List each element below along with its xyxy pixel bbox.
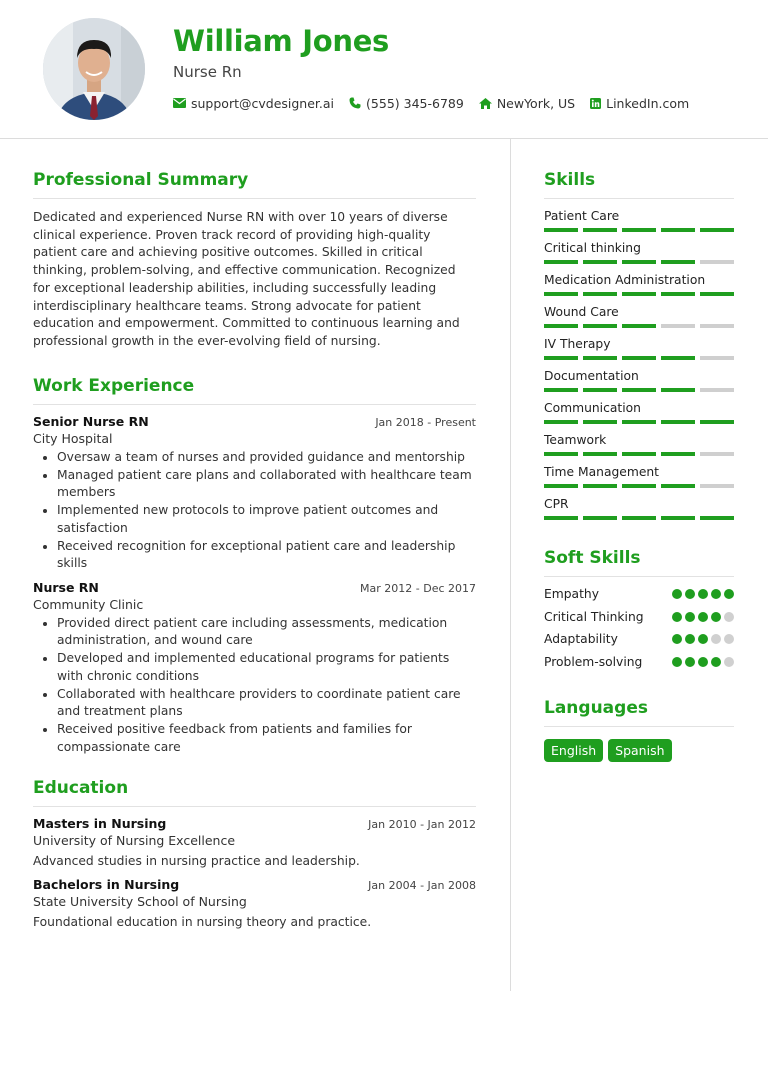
candidate-name: William Jones [173, 24, 390, 58]
languages-heading: Languages [544, 698, 734, 727]
skill-level-segment [622, 324, 656, 328]
location-text: NewYork, US [496, 95, 576, 111]
candidate-title: Nurse Rn [173, 63, 242, 81]
skill-level-segment [700, 324, 734, 328]
phone-text: (555) 345-6789 [366, 95, 464, 111]
skill-item [544, 239, 734, 271]
list-item: • Provided direct patient care including assessments, medication administration, and wound care [57, 615, 476, 650]
rating-dot [685, 589, 695, 599]
skill-level-bar [544, 450, 734, 463]
contact-linkedin[interactable] [590, 96, 689, 111]
skill-name: Wound Care [544, 305, 619, 319]
resume-header [0, 0, 768, 139]
skill-level-bar [544, 226, 734, 239]
languages-list [544, 739, 734, 762]
skill-item [544, 431, 734, 463]
rating-dot [711, 634, 721, 644]
education-entry [33, 816, 476, 868]
skill-level-segment [544, 292, 578, 296]
skill-level-segment [622, 228, 656, 232]
skill-level-segment [583, 452, 617, 456]
skill-level-segment [622, 260, 656, 264]
skill-level-segment [544, 228, 578, 232]
skill-name: Patient Care [544, 209, 620, 223]
job-organization: City Hospital [33, 430, 113, 446]
skill-level-segment [661, 324, 695, 328]
rating-dot [672, 589, 682, 599]
rating-dot [724, 589, 734, 599]
soft-skill-rating [669, 612, 734, 622]
rating-dot [724, 612, 734, 622]
skill-name: Critical thinking [544, 241, 641, 255]
skill-level-bar [544, 354, 734, 367]
skill-level-segment [583, 292, 617, 296]
skill-name: Communication [544, 401, 641, 415]
education-description: Foundational education in nursing theory and practice. [33, 915, 372, 930]
soft-skill-name: Critical Thinking [544, 609, 644, 624]
list-item: • Received positive feedback from patients and families for compassionate care [57, 721, 476, 756]
skill-level-segment [700, 260, 734, 264]
soft-skill-item [544, 628, 734, 651]
skill-level-segment [583, 388, 617, 392]
skill-level-segment [661, 516, 695, 520]
skill-item [544, 271, 734, 303]
contact-email[interactable] [173, 96, 334, 111]
soft-skill-name: Adaptability [544, 632, 618, 647]
job-entry [33, 580, 476, 757]
job-bullets [33, 615, 476, 757]
contact-phone[interactable] [349, 96, 464, 111]
summary-text: Dedicated and experienced Nurse RN with over 10 years of diverse clinical experience. Proven track record of providing high-quality patient care and achieving positive outcomes. Skilled in critical thinking, problem-solving, and effective communication. Recognized for exceptional leadership abilities, including successfully leading interdisciplinary healthcare teams. Strong advocate for patient education and empowerment. Committed to continuous learning and professional growth in the ever-evolving field of nursing. [33, 210, 460, 348]
rating-dot [698, 657, 708, 667]
skill-name: CPR [544, 497, 569, 511]
soft-skills-list [544, 583, 734, 673]
skill-level-segment [661, 388, 695, 392]
education-dates: Jan 2004 - Jan 2008 [368, 879, 476, 893]
rating-dot [724, 657, 734, 667]
list-item: • Managed patient care plans and collaborated with healthcare team members [57, 467, 476, 502]
skills-heading: Skills [544, 170, 734, 199]
skill-level-segment [622, 292, 656, 296]
skill-level-bar [544, 514, 734, 527]
skill-level-segment [583, 484, 617, 488]
skill-level-segment [700, 228, 734, 232]
summary-heading: Professional Summary [33, 170, 476, 199]
skill-level-segment [622, 484, 656, 488]
linkedin-icon [590, 98, 601, 109]
job-dates: Jan 2018 - Present [375, 415, 476, 429]
list-item: • Implemented new protocols to improve patient outcomes and satisfaction [57, 502, 476, 537]
education-school: State University School of Nursing [33, 894, 247, 910]
linkedin-text: LinkedIn.com [606, 95, 690, 111]
skill-level-segment [700, 516, 734, 520]
skill-level-bar [544, 258, 734, 271]
education-description: Advanced studies in nursing practice and leadership. [33, 854, 360, 869]
soft-skill-rating [669, 589, 734, 599]
education-degree: Bachelors in Nursing [33, 877, 180, 893]
skill-level-segment [583, 260, 617, 264]
list-item: • Developed and implemented educational programs for patients with chronic conditions [57, 650, 476, 685]
skill-item [544, 367, 734, 399]
soft-skill-name: Empathy [544, 587, 599, 602]
skill-level-segment [583, 420, 617, 424]
sidebar-column [544, 170, 734, 762]
soft-skill-item [544, 583, 734, 606]
skill-level-segment [622, 388, 656, 392]
skill-level-segment [583, 228, 617, 232]
soft-skill-item [544, 606, 734, 629]
envelope-icon [173, 98, 186, 108]
rating-dot [672, 634, 682, 644]
rating-dot [672, 612, 682, 622]
skill-level-segment [544, 452, 578, 456]
skill-level-segment [700, 388, 734, 392]
experience-heading: Work Experience [33, 376, 476, 405]
email-text: support@cvdesigner.ai [191, 95, 335, 111]
skill-name: Documentation [544, 369, 639, 383]
skill-item [544, 303, 734, 335]
skill-name: Teamwork [544, 433, 607, 447]
skill-level-segment [700, 292, 734, 296]
rating-dot [698, 612, 708, 622]
skills-list [544, 207, 734, 527]
education-heading: Education [33, 778, 476, 807]
list-item: • Collaborated with healthcare providers to coordinate patient care and treatment plans [57, 686, 476, 721]
contact-bar [173, 94, 704, 112]
list-item: • Received recognition for exceptional patient care and leadership skills [57, 538, 476, 573]
skill-level-segment [622, 452, 656, 456]
contact-location [479, 96, 575, 111]
skill-level-segment [700, 452, 734, 456]
rating-dot [724, 634, 734, 644]
skill-level-segment [544, 516, 578, 520]
skill-level-bar [544, 418, 734, 431]
job-bullets [33, 449, 476, 573]
skill-level-segment [583, 324, 617, 328]
soft-skill-item [544, 651, 734, 674]
main-column [33, 170, 476, 929]
home-icon [479, 98, 492, 109]
skill-level-segment [544, 324, 578, 328]
skill-level-bar [544, 322, 734, 335]
skill-level-segment [544, 388, 578, 392]
skill-level-segment [544, 484, 578, 488]
profile-photo [43, 18, 145, 120]
rating-dot [685, 612, 695, 622]
rating-dot [711, 612, 721, 622]
soft-skill-name: Problem-solving [544, 654, 643, 669]
skill-level-segment [700, 484, 734, 488]
rating-dot [711, 657, 721, 667]
phone-icon [349, 97, 361, 109]
rating-dot [685, 657, 695, 667]
skill-level-segment [544, 420, 578, 424]
education-dates: Jan 2010 - Jan 2012 [368, 818, 476, 832]
column-divider [510, 139, 511, 991]
skill-item [544, 207, 734, 239]
skill-level-bar [544, 482, 734, 495]
skill-level-segment [661, 260, 695, 264]
soft-skills-heading: Soft Skills [544, 548, 734, 577]
education-entry [33, 877, 476, 929]
rating-dot [711, 589, 721, 599]
skill-level-segment [700, 420, 734, 424]
skill-level-segment [544, 260, 578, 264]
skill-level-segment [661, 452, 695, 456]
skill-name: Medication Administration [544, 273, 706, 287]
job-role: Senior Nurse RN [33, 413, 149, 429]
job-dates: Mar 2012 - Dec 2017 [360, 581, 476, 595]
skill-level-segment [700, 356, 734, 360]
skill-item [544, 399, 734, 431]
skill-level-segment [583, 356, 617, 360]
skill-level-segment [622, 356, 656, 360]
skill-level-bar [544, 290, 734, 303]
rating-dot [698, 634, 708, 644]
skill-level-segment [622, 420, 656, 424]
skill-name: Time Management [544, 465, 660, 479]
education-degree: Masters in Nursing [33, 816, 167, 832]
education-school: University of Nursing Excellence [33, 833, 236, 849]
skill-level-bar [544, 386, 734, 399]
skill-item [544, 463, 734, 495]
skill-level-segment [661, 484, 695, 488]
language-badge: Spanish [608, 739, 671, 762]
skill-level-segment [622, 516, 656, 520]
skill-item [544, 495, 734, 527]
job-role: Nurse RN [33, 579, 99, 595]
skill-name: IV Therapy [544, 337, 611, 351]
skill-level-segment [583, 516, 617, 520]
skill-level-segment [661, 356, 695, 360]
rating-dot [698, 589, 708, 599]
job-organization: Community Clinic [33, 596, 144, 612]
skill-item [544, 335, 734, 367]
language-badge: English [544, 739, 603, 762]
soft-skill-rating [669, 657, 734, 667]
skill-level-segment [661, 228, 695, 232]
list-item: • Oversaw a team of nurses and provided guidance and mentorship [57, 449, 476, 467]
soft-skill-rating [669, 634, 734, 644]
skill-level-segment [661, 420, 695, 424]
rating-dot [685, 634, 695, 644]
job-entry [33, 414, 476, 573]
skill-level-segment [661, 292, 695, 296]
rating-dot [672, 657, 682, 667]
skill-level-segment [544, 356, 578, 360]
